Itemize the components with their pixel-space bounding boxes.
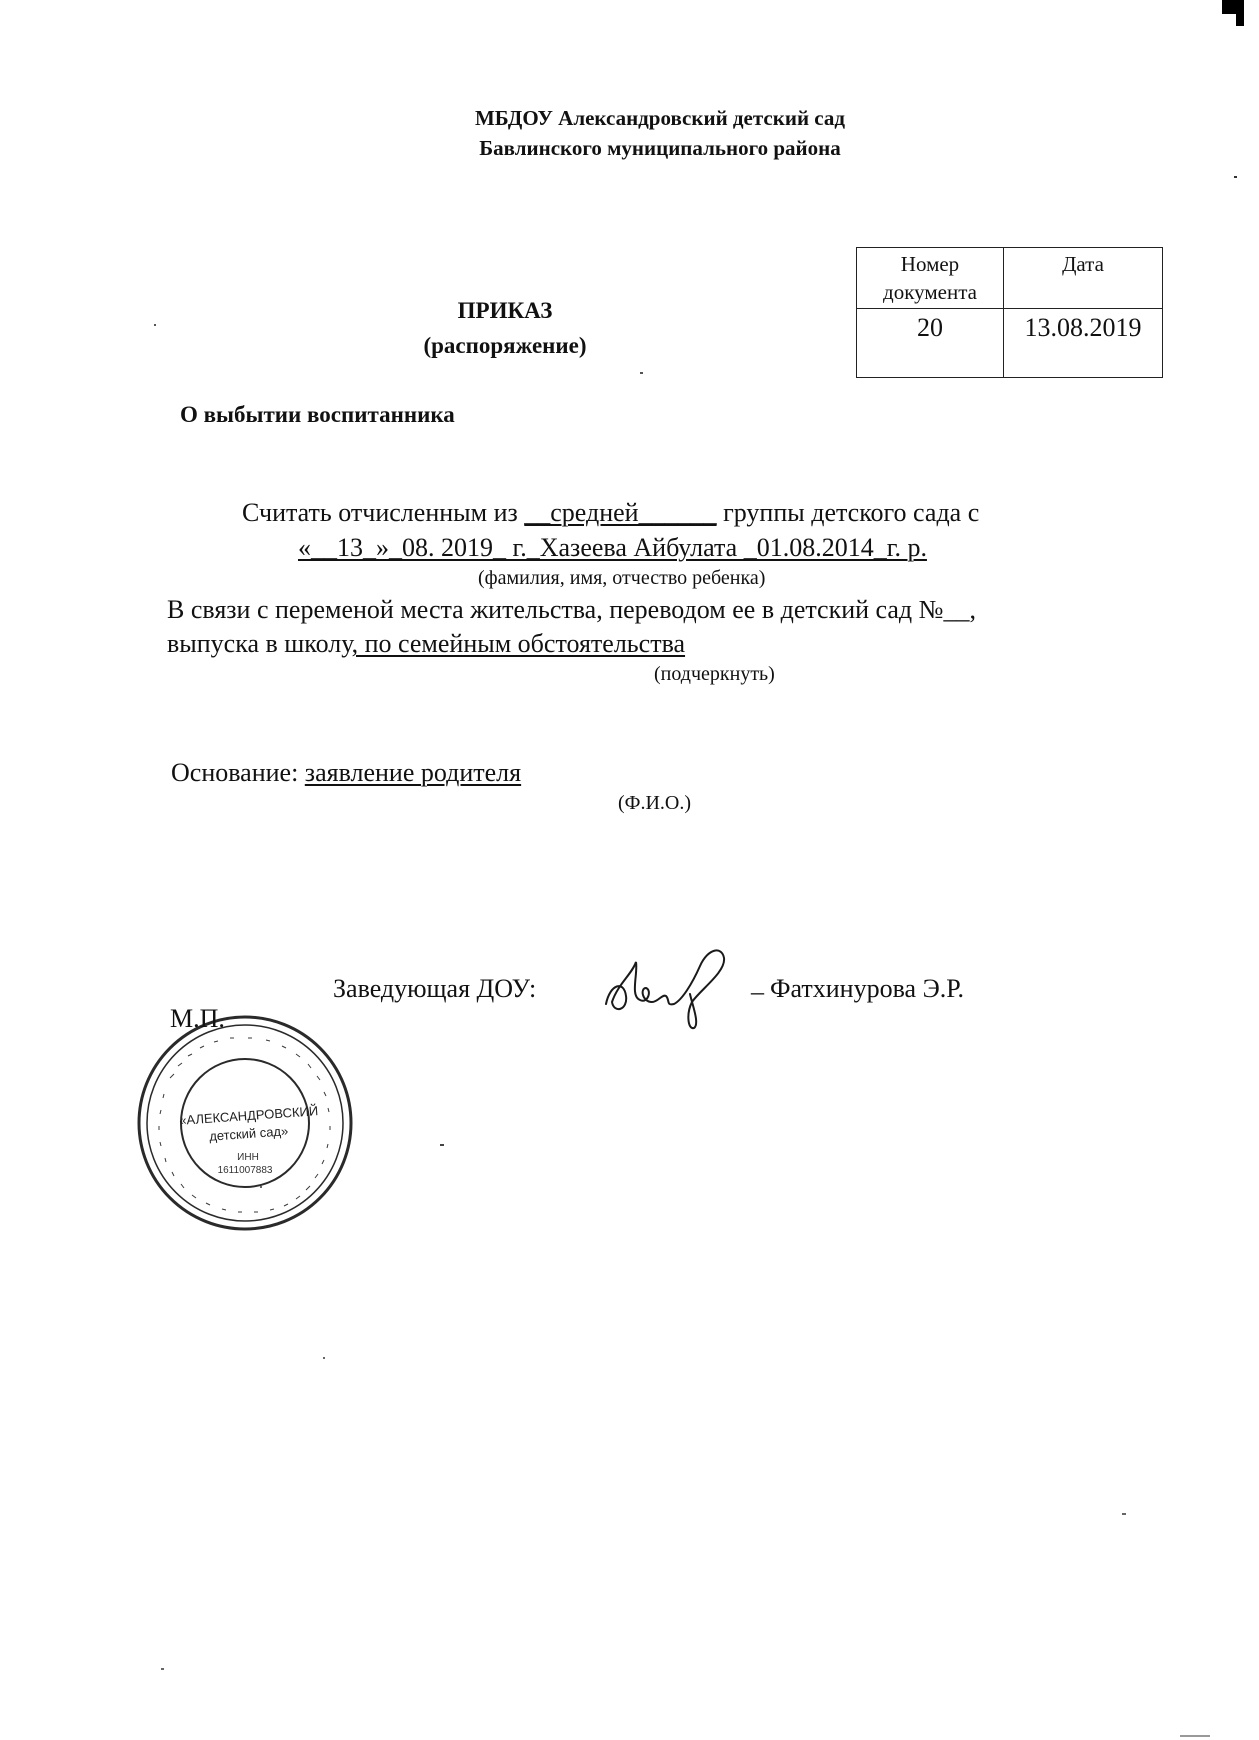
hint-fio: (Ф.И.О.) [618,792,692,814]
signoff-name: Фатхинурова Э.Р. [770,974,964,1003]
body-line-4-start: выпуска в школу [167,629,352,658]
order-subject: О выбытии воспитанника [180,402,455,427]
document-number: 20 [857,309,1004,378]
signoff-role: Заведующая ДОУ: [333,974,537,1003]
basis-label: Основание: [171,758,305,787]
stamp-center-line2: детский сад» [208,1123,289,1144]
hint-underline: (подчеркнуть) [654,663,775,685]
org-name-line2: Бавлинского муниципального района [479,136,841,160]
table-header-date: Дата [1004,248,1163,309]
basis-value: заявление родителя [304,758,522,787]
group-name-field: __средней______ [524,498,717,527]
hint-child-fio: (фамилия, имя, отчество ребенка) [478,567,766,589]
body-line-2-date-child: «__13_»_08. 2019_ г._Хазеева Айбулата _01.08.2014_г. р. [298,533,927,562]
order-title: ПРИКАЗ [457,298,553,323]
order-subtitle: (распоряжение) [423,333,587,358]
document-date: 13.08.2019 [1004,309,1163,378]
body-line-1-end: группы детского сада с [716,498,980,527]
stamp-id-line2: 1611007883 [217,1165,273,1176]
seal-label: М.П. [170,1004,225,1033]
body-line-1-start: Считать отчисленным из [242,498,525,527]
body-line-3: В связи с переменой места жительства, переводом ее в детский сад №__, [167,595,976,624]
org-name-line1: МБДОУ Александровский детский сад [474,106,846,130]
reason-underlined: , по семейным обстоятельства [351,629,686,658]
signature-underscore: _ [751,968,764,997]
table-header-number: Номер документа [857,248,1004,309]
stamp-id-line1: ИНН [237,1152,259,1163]
stamp-center-line1: «АЛЕКСАНДРОВСКИЙ [178,1103,319,1128]
